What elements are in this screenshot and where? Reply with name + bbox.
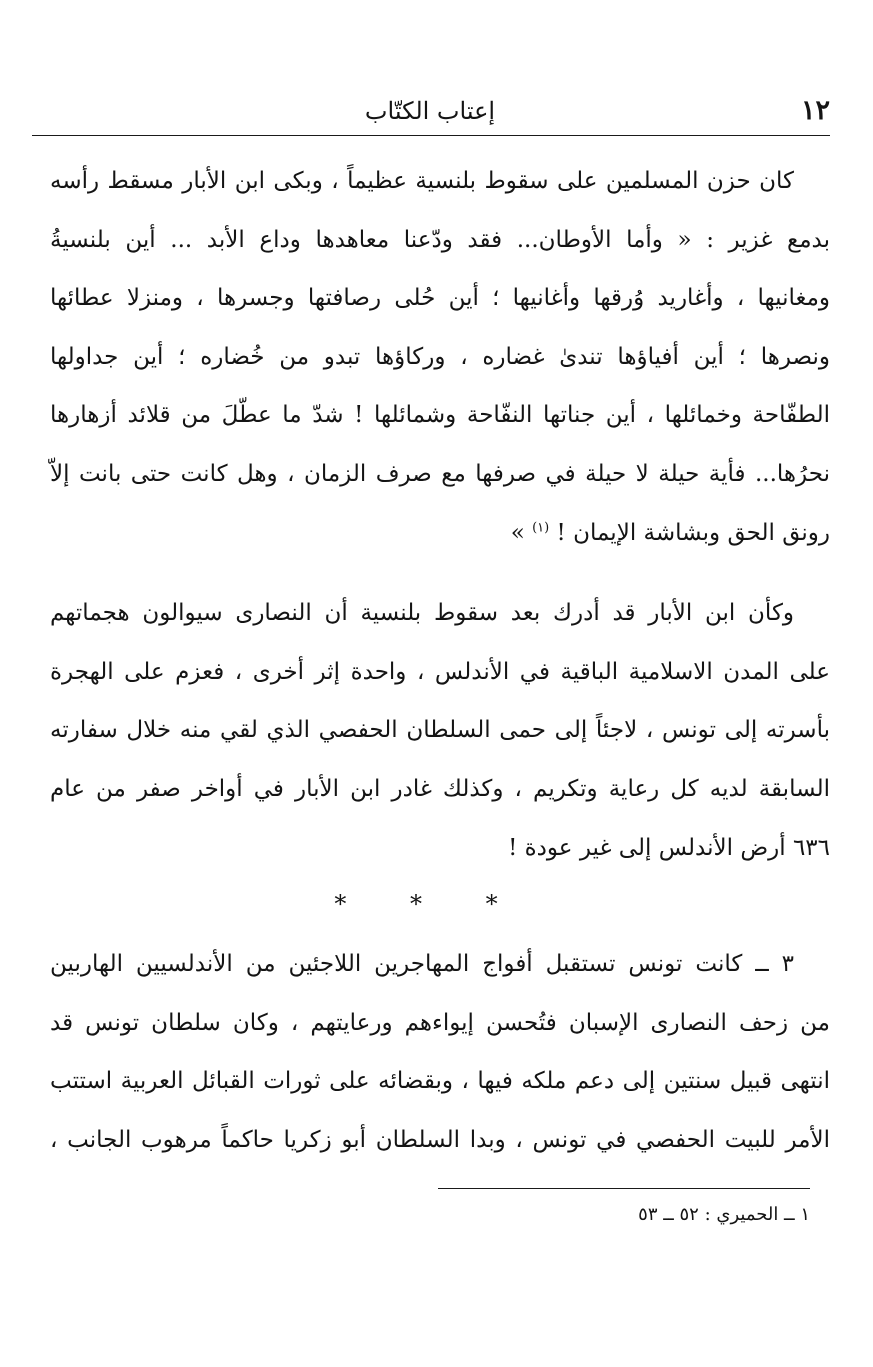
section-3-text — [50, 935, 830, 1169]
running-title: إعتاب الكتّاب — [364, 97, 496, 125]
page-number: ١٢ — [800, 95, 830, 126]
text-line: السابقة لديه كل رعاية وتكريم ، وكذلك غادر ابن الأبار في أواخر صفر من عام — [50, 775, 830, 802]
main-text — [50, 152, 830, 877]
text-line: على المدن الاسلامية الباقية في الأندلس ، واحدة إثر أخرى ، فعزم على الهجرة — [50, 658, 830, 685]
text-line: الطفّاحة وخمائلها ، أين جناتها النفّاحة وشمائلها ! شدّ ما عطّلَ من قلائد أزهارها — [50, 402, 830, 429]
text-line: بأسرته إلى تونس ، لاجئاً إلى حمى السلطان الحفصي الذي لقي منه خلال سفارته — [50, 717, 830, 744]
header-rule — [32, 135, 830, 136]
text-line: نحرُها... فأية حيلة لا حيلة في صرفها مع صرف الزمان ، وهل كانت حتى بانت إلاّ — [50, 460, 830, 487]
text-line: الأمر للبيت الحفصي في تونس ، وبدا السلطان أبو زكريا حاكماً مرهوب الجانب ، — [50, 1126, 830, 1153]
page-header — [30, 92, 830, 132]
footnote-reference: (١) — [532, 519, 550, 535]
text-line: من زحف النصارى الإسبان فتُحسن إيواءهم ورعايتهم ، وكان سلطان تونس قد — [50, 1009, 830, 1036]
text-line: انتهى قبيل سنتين إلى دعم ملكه فيها ، وبقضائه على ثورات القبائل العربية استتب — [50, 1068, 830, 1095]
footnote: ١ ــ الحميري : ٥٢ ــ ٥٣ — [638, 1204, 810, 1225]
text-line: وكأن ابن الأبار قد أدرك بعد سقوط بلنسية أن النصارى سيوالون هجماتهم — [50, 600, 794, 627]
paragraph-1 — [50, 152, 830, 562]
text-line: ومغانيها ، وأغاريد وُرقها وأغانيها ؛ أين حُلى رصافتها وجسرها ، ومنزلا عطائها — [50, 285, 830, 312]
text-line: ٦٣٦ أرض الأندلس إلى غير عودة ! — [508, 834, 830, 861]
text-line: كان حزن المسلمين على سقوط بلنسية عظيماً ، وبكى ابن الأبار مسقط رأسه — [50, 168, 794, 194]
paragraph-2 — [50, 584, 830, 877]
closing-quote: » — [510, 519, 525, 546]
text-line-last — [50, 504, 830, 563]
text-line: بدمع غزير : « وأما الأوطان... فقد ودّعنا معاهدها وداع الأبد ... أين بلنسيةُ — [50, 226, 830, 253]
footnote-rule — [438, 1188, 810, 1189]
text-line: ٣ ــ كانت تونس تستقبل أفواج المهاجرين اللاجئين من الأندلسيين الهاربين — [50, 951, 794, 977]
text-line-content: رونق الحق وبشاشة الإيمان ! — [556, 519, 830, 546]
section-separator: * * * — [334, 890, 526, 918]
paragraph-gap — [50, 562, 830, 584]
text-line: ونصرها ؛ أين أفياؤها تندىٰ غضاره ، وركاؤها تبدو من خُضاره ؛ أين جداولها — [50, 343, 830, 370]
book-page — [30, 0, 830, 1367]
